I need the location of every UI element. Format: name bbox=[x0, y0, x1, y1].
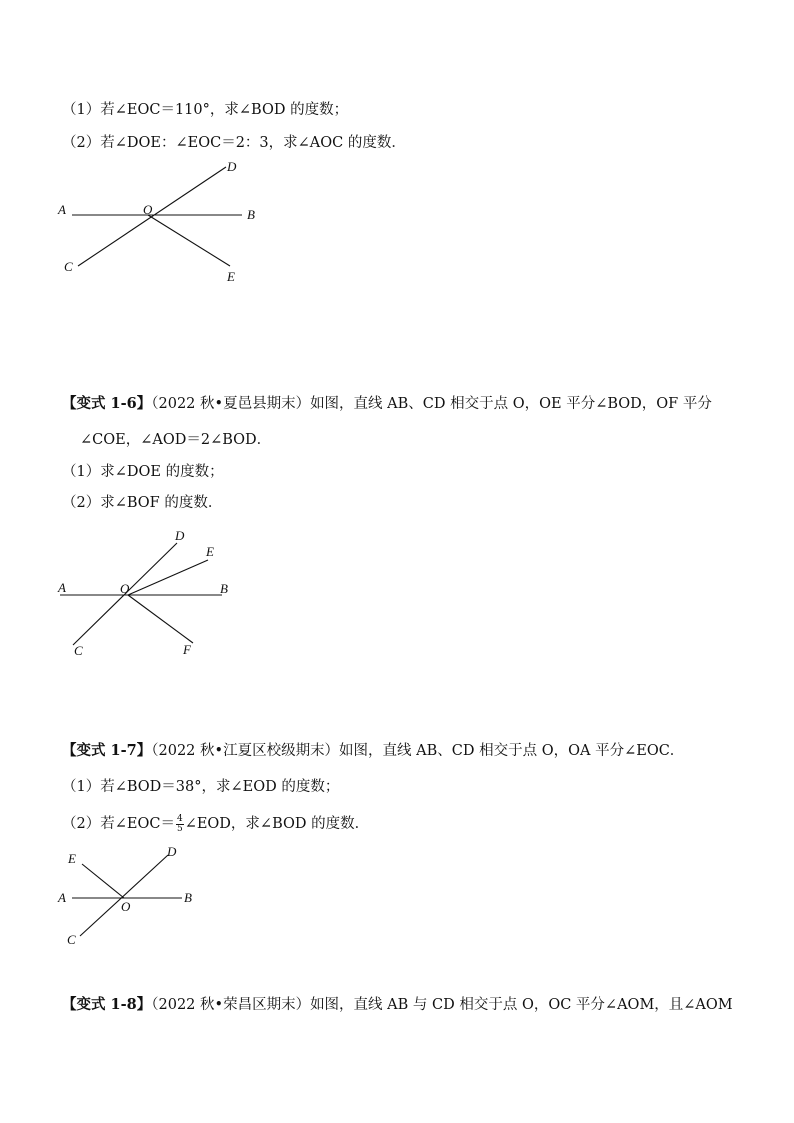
problem-text: （2022 秋•荣昌区期末）如图，直线 AB 与 CD 相交于点 O，OC 平分∠AOM，且∠AOM bbox=[151, 997, 733, 1013]
label-O: O bbox=[121, 899, 131, 914]
label-C: C bbox=[64, 259, 73, 274]
fraction-denominator: 5 bbox=[176, 823, 183, 834]
problem-tag: 【变式 1-7】 bbox=[62, 742, 152, 759]
problem-tag: 【变式 1-8】 bbox=[62, 996, 152, 1013]
prev-question-1: （1）若∠EOC＝110°，求∠BOD 的度数； bbox=[62, 102, 349, 118]
label-B: B bbox=[220, 581, 228, 596]
label-B: B bbox=[247, 207, 255, 222]
q2-prefix: （2）若∠EOC＝ bbox=[62, 816, 175, 832]
label-A: A bbox=[58, 202, 66, 217]
problem-1-8-statement bbox=[62, 995, 733, 1015]
label-D: D bbox=[227, 159, 237, 174]
label-B: B bbox=[184, 890, 192, 905]
problem-1-6-statement-cont: ∠COE，∠AOD＝2∠BOD． bbox=[80, 432, 272, 448]
label-O: O bbox=[143, 202, 153, 217]
problem-1-6-question-1: （1）求∠DOE 的度数； bbox=[62, 464, 224, 480]
fraction-numerator: 4 bbox=[176, 813, 183, 824]
problem-1-6-question-2: （2）求∠BOF 的度数． bbox=[62, 495, 223, 511]
label-E: E bbox=[227, 269, 235, 284]
label-D: D bbox=[167, 844, 177, 859]
problem-text: （2022 秋•夏邑县期末）如图，直线 AB、CD 相交于点 O，OE 平分∠BOD，OF 平分 bbox=[151, 396, 712, 412]
label-C: C bbox=[67, 932, 76, 947]
label-C: C bbox=[74, 643, 83, 658]
label-F: F bbox=[183, 642, 191, 657]
label-O: O bbox=[120, 581, 130, 596]
label-E: E bbox=[68, 851, 76, 866]
prev-question-2: （2）若∠DOE：∠EOC＝2：3，求∠AOC 的度数． bbox=[62, 135, 406, 151]
label-A-visible: A bbox=[58, 890, 66, 905]
q2-suffix: ∠EOD，求∠BOD 的度数． bbox=[184, 816, 370, 832]
label-A: A bbox=[58, 580, 66, 595]
problem-text: （2022 秋•江夏区校级期末）如图，直线 AB、CD 相交于点 O，OA 平分∠EOC． bbox=[151, 743, 685, 759]
label-D: D bbox=[175, 528, 185, 543]
label-E: E bbox=[206, 544, 214, 559]
problem-tag: 【变式 1-6】 bbox=[62, 395, 152, 412]
problem-1-7-question-1: （1）若∠BOD＝38°，求∠EOD 的度数； bbox=[62, 779, 340, 795]
